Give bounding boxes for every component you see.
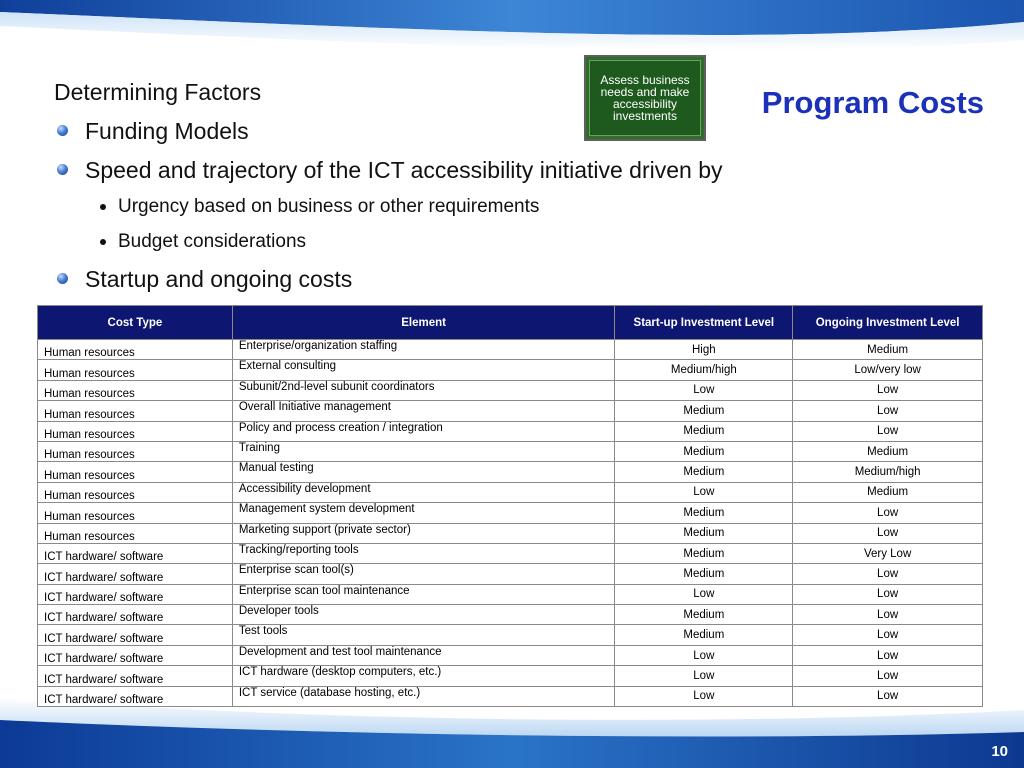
ongoing-level-cell: Low — [793, 523, 983, 543]
cost-type-cell: ICT hardware/ software — [38, 666, 233, 686]
column-header: Ongoing Investment Level — [793, 306, 983, 340]
ongoing-level-cell: Low — [793, 605, 983, 625]
ongoing-level-cell: Low — [793, 686, 983, 706]
ongoing-level-cell: Low — [793, 666, 983, 686]
ongoing-level-cell: Low — [793, 584, 983, 604]
bullet-dot-icon — [57, 273, 68, 284]
bullet-item — [54, 116, 854, 146]
startup-level-cell: Medium — [615, 543, 793, 563]
cost-type-cell: Human resources — [38, 523, 233, 543]
startup-level-cell: Medium — [615, 401, 793, 421]
ongoing-level-cell: Medium — [793, 441, 983, 461]
element-cell: Test tools — [232, 625, 615, 645]
cost-type-cell: ICT hardware/ software — [38, 543, 233, 563]
table-row — [38, 503, 983, 523]
bullet-list — [54, 116, 854, 303]
cost-type-cell: Human resources — [38, 380, 233, 400]
startup-level-cell: Medium — [615, 462, 793, 482]
bullet-item — [54, 155, 854, 185]
element-cell: Subunit/2nd-level subunit coordinators — [232, 380, 615, 400]
table-row — [38, 482, 983, 502]
column-header: Cost Type — [38, 306, 233, 340]
element-cell: Management system development — [232, 503, 615, 523]
element-cell: Developer tools — [232, 605, 615, 625]
ongoing-level-cell: Low — [793, 503, 983, 523]
startup-level-cell: Low — [615, 645, 793, 665]
table-row — [38, 523, 983, 543]
ongoing-level-cell: Low — [793, 380, 983, 400]
ongoing-level-cell: Low — [793, 564, 983, 584]
element-cell: Enterprise scan tool(s) — [232, 564, 615, 584]
startup-level-cell: Low — [615, 686, 793, 706]
startup-level-cell: Low — [615, 482, 793, 502]
element-cell: Development and test tool maintenance — [232, 645, 615, 665]
bullet-text: Speed and trajectory of the ICT accessibility initiative driven by — [85, 157, 723, 183]
startup-level-cell: Medium — [615, 523, 793, 543]
ongoing-level-cell: Low — [793, 401, 983, 421]
ongoing-level-cell: Medium — [793, 340, 983, 360]
startup-level-cell: Low — [615, 666, 793, 686]
cost-type-cell: Human resources — [38, 462, 233, 482]
element-cell: Enterprise scan tool maintenance — [232, 584, 615, 604]
top-swoosh-decoration — [0, 0, 1024, 70]
startup-level-cell: Medium — [615, 605, 793, 625]
cost-type-cell: Human resources — [38, 340, 233, 360]
bullet-dot-icon — [57, 164, 68, 175]
startup-level-cell: Medium — [615, 564, 793, 584]
table-row — [38, 340, 983, 360]
element-cell: Enterprise/organization staffing — [232, 340, 615, 360]
startup-level-cell: Medium/high — [615, 360, 793, 380]
sub-bullet-dot-icon — [100, 239, 106, 245]
sub-bullet-item — [54, 194, 854, 220]
ongoing-level-cell: Low — [793, 625, 983, 645]
ongoing-level-cell: Very Low — [793, 543, 983, 563]
element-cell: Overall Initiative management — [232, 401, 615, 421]
table-row — [38, 564, 983, 584]
element-cell: ICT hardware (desktop computers, etc.) — [232, 666, 615, 686]
startup-level-cell: Medium — [615, 625, 793, 645]
page-number: 10 — [991, 743, 1008, 760]
table-row — [38, 645, 983, 665]
startup-level-cell: Low — [615, 380, 793, 400]
cost-type-cell: ICT hardware/ software — [38, 645, 233, 665]
startup-level-cell: High — [615, 340, 793, 360]
cost-type-cell: Human resources — [38, 441, 233, 461]
cost-type-cell: Human resources — [38, 401, 233, 421]
startup-level-cell: Medium — [615, 421, 793, 441]
table-row — [38, 666, 983, 686]
element-cell: External consulting — [232, 360, 615, 380]
sub-bullet-dot-icon — [100, 204, 106, 210]
element-cell: Policy and process creation / integration — [232, 421, 615, 441]
assess-callout-text: Assess business needs and make accessibility investments — [589, 60, 701, 136]
startup-level-cell: Medium — [615, 503, 793, 523]
table-row — [38, 421, 983, 441]
cost-type-cell: ICT hardware/ software — [38, 625, 233, 645]
table-row — [38, 441, 983, 461]
table-row — [38, 625, 983, 645]
table-row — [38, 380, 983, 400]
cost-type-cell: Human resources — [38, 421, 233, 441]
table-header-row — [38, 306, 983, 340]
cost-type-cell: ICT hardware/ software — [38, 584, 233, 604]
section-heading: Determining Factors — [54, 79, 262, 105]
element-cell: Marketing support (private sector) — [232, 523, 615, 543]
bullet-text: Startup and ongoing costs — [85, 266, 353, 292]
assess-callout-box — [584, 55, 706, 141]
slide-title: Program Costs — [761, 85, 984, 120]
sub-bullet-item — [54, 229, 854, 255]
cost-type-cell: ICT hardware/ software — [38, 605, 233, 625]
program-costs-table — [37, 305, 983, 707]
column-header: Element — [232, 306, 615, 340]
column-header: Start-up Investment Level — [615, 306, 793, 340]
table-body — [38, 340, 983, 707]
bullet-item — [54, 264, 854, 294]
element-cell: Accessibility development — [232, 482, 615, 502]
bullet-dot-icon — [57, 125, 68, 136]
table-row — [38, 584, 983, 604]
startup-level-cell: Low — [615, 584, 793, 604]
cost-type-cell: ICT hardware/ software — [38, 686, 233, 706]
bullet-text: Funding Models — [85, 118, 249, 144]
element-cell: ICT service (database hosting, etc.) — [232, 686, 615, 706]
ongoing-level-cell: Low — [793, 645, 983, 665]
table-row — [38, 543, 983, 563]
table-row — [38, 401, 983, 421]
cost-type-cell: Human resources — [38, 503, 233, 523]
table-row — [38, 462, 983, 482]
table-row — [38, 605, 983, 625]
cost-type-cell: Human resources — [38, 360, 233, 380]
ongoing-level-cell: Medium — [793, 482, 983, 502]
cost-type-cell: ICT hardware/ software — [38, 564, 233, 584]
table-row — [38, 360, 983, 380]
element-cell: Tracking/reporting tools — [232, 543, 615, 563]
ongoing-level-cell: Low — [793, 421, 983, 441]
table-row — [38, 686, 983, 706]
cost-type-cell: Human resources — [38, 482, 233, 502]
ongoing-level-cell: Low/very low — [793, 360, 983, 380]
ongoing-level-cell: Medium/high — [793, 462, 983, 482]
startup-level-cell: Medium — [615, 441, 793, 461]
sub-bullet-text: Urgency based on business or other requirements — [118, 196, 540, 217]
sub-bullet-text: Budget considerations — [118, 231, 307, 252]
element-cell: Manual testing — [232, 462, 615, 482]
element-cell: Training — [232, 441, 615, 461]
